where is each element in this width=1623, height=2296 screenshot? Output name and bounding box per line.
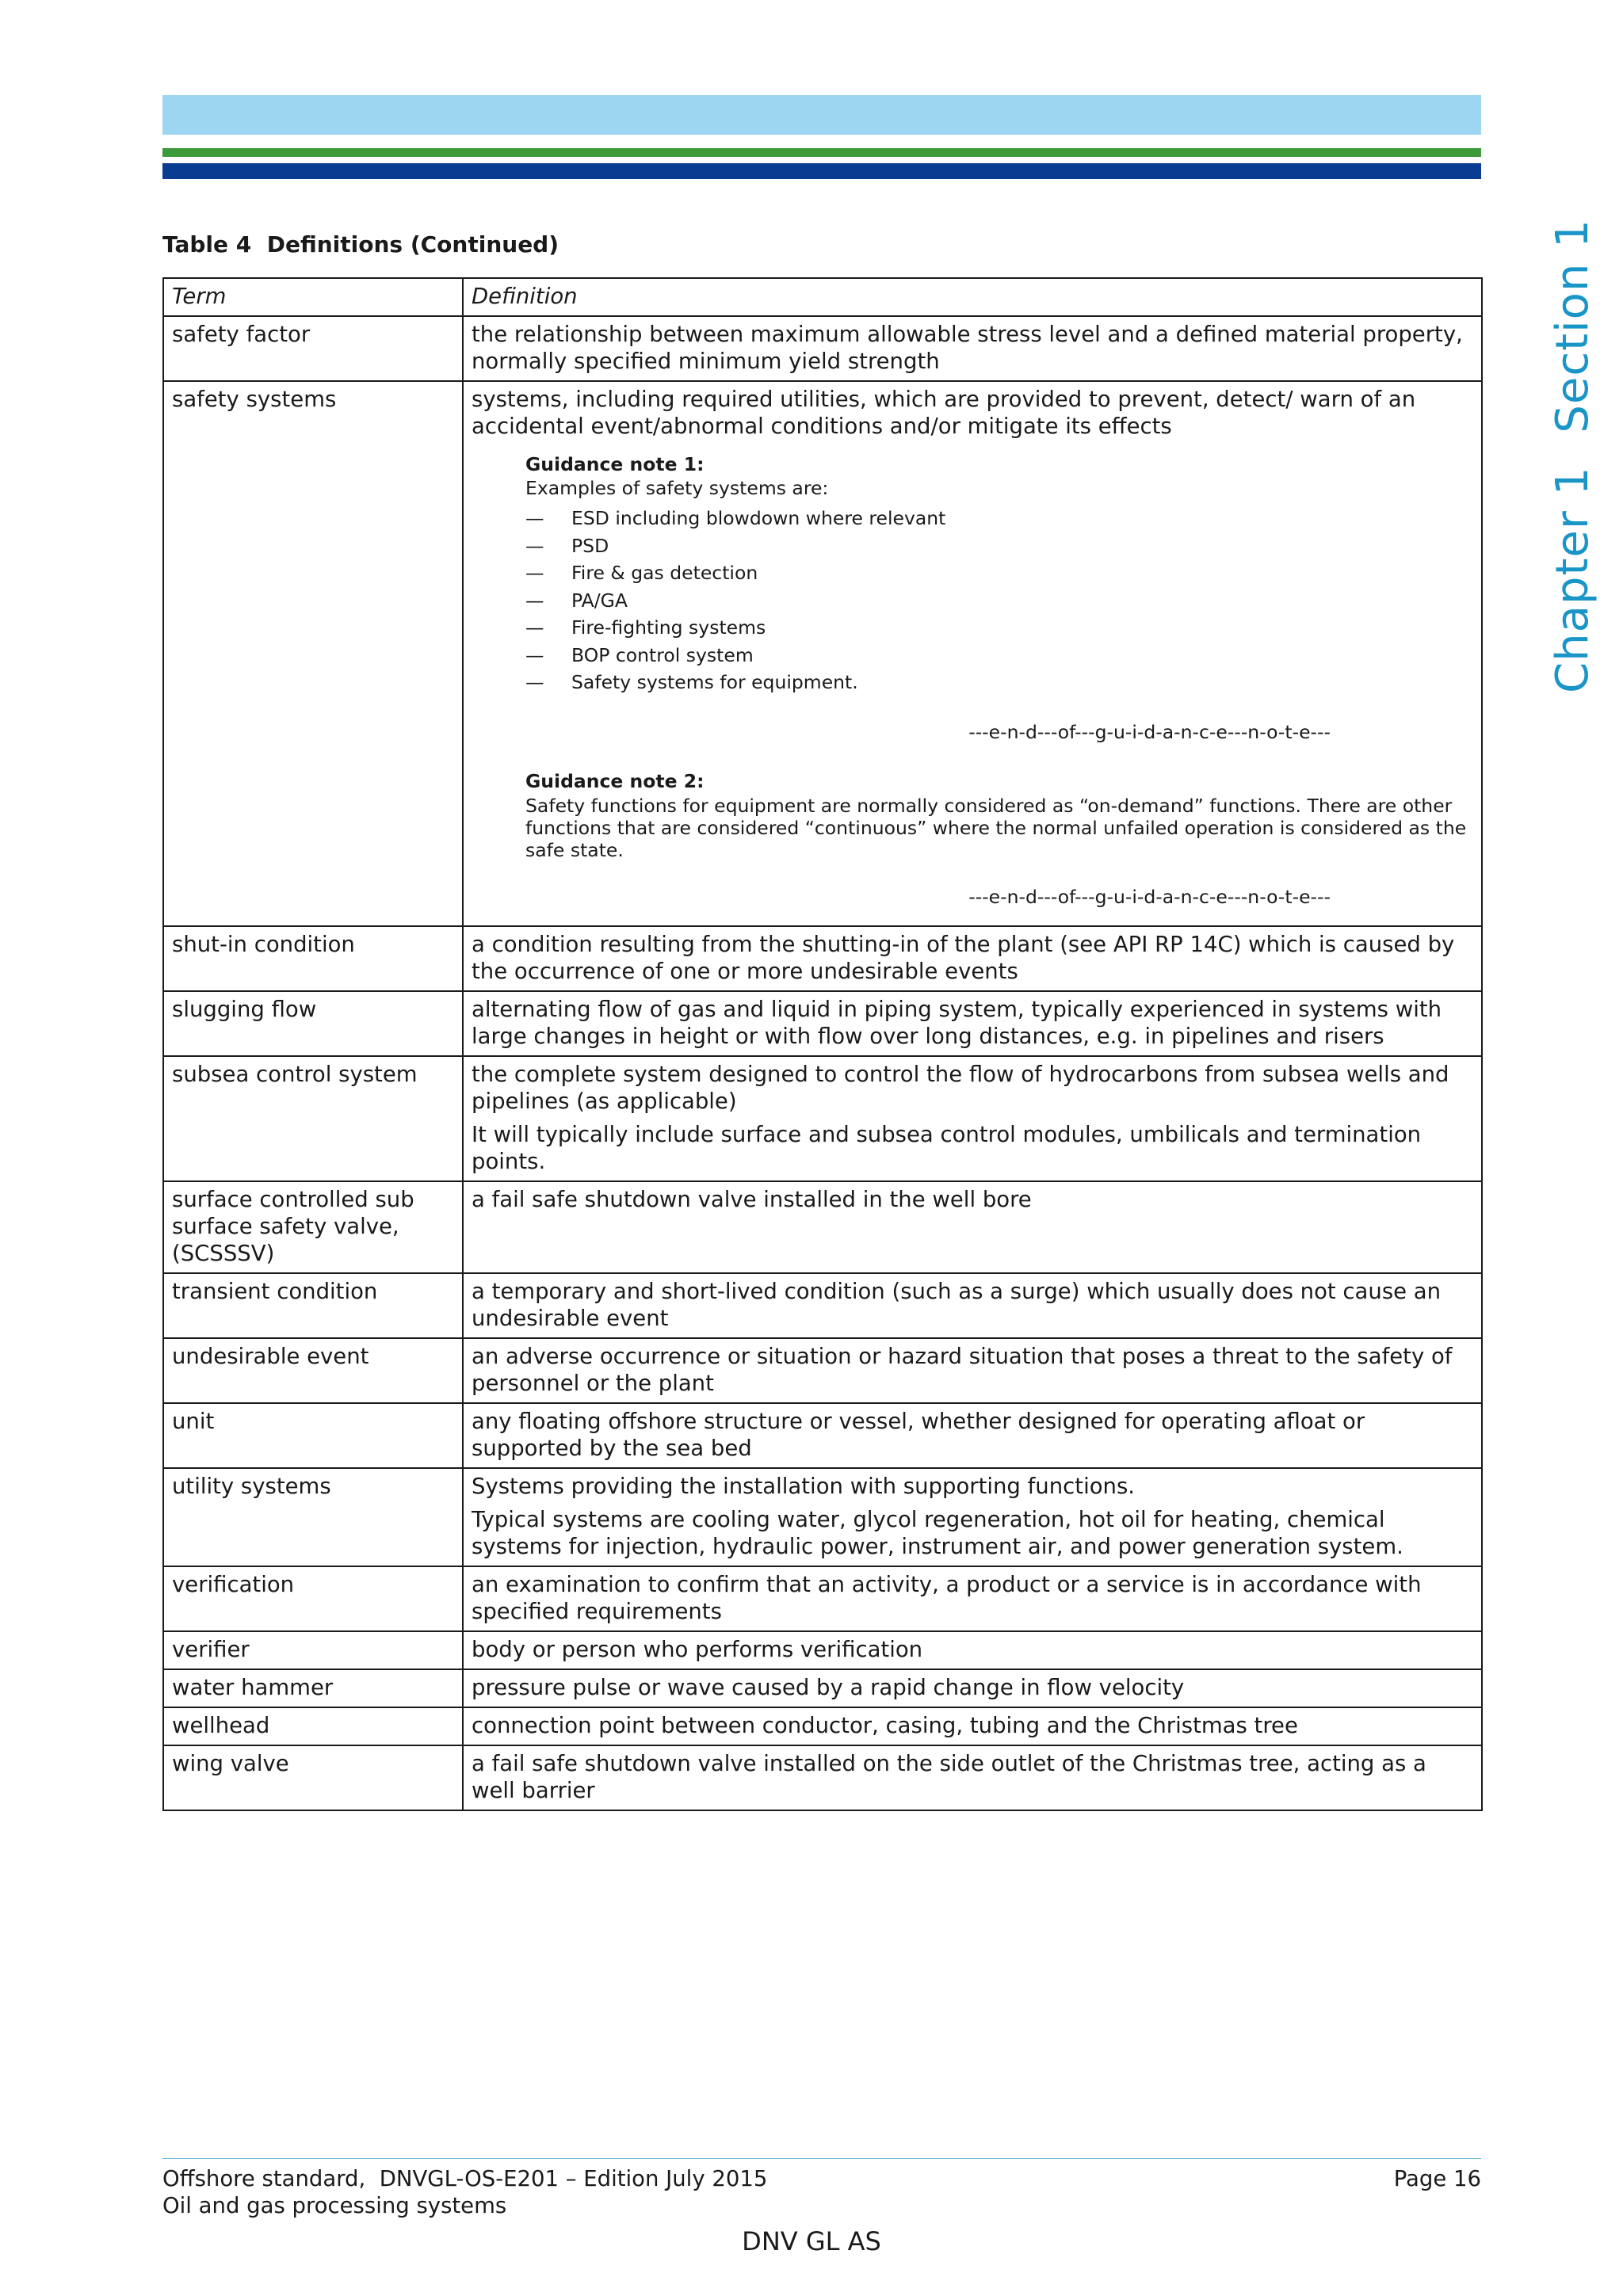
definition-text: a condition resulting from the shutting-in of the plant (see API RP 14C) which is caused by the occurrence of one or more undesirable events (472, 931, 1455, 984)
page-number: Page 16 (1393, 2166, 1481, 2191)
definition-text: It will typically include surface and subsea control modules, umbilicals and termination points. (472, 1121, 1422, 1174)
definition-cell (463, 926, 1482, 991)
header-definition: Definition (463, 278, 1482, 316)
table-row (163, 1338, 1482, 1403)
term-cell: surface controlled sub surface safety valve, (SCSSSV) (163, 1181, 463, 1273)
header-band-blue (162, 163, 1481, 179)
definition-text: the complete system designed to control the flow of hydrocarbons from subsea wells and pipelines (as applicable) (472, 1061, 1449, 1114)
definition-cell (463, 1669, 1482, 1707)
list-item (525, 642, 1473, 669)
definition-text: connection point between conductor, casing, tubing and the Christmas tree (472, 1712, 1298, 1738)
dash-bullet: — (525, 562, 544, 584)
table-row (163, 1745, 1482, 1810)
term-cell: undesirable event (163, 1338, 463, 1403)
list-item (525, 587, 1473, 615)
term-cell: shut-in condition (163, 926, 463, 991)
term-cell: safety systems (163, 381, 463, 926)
table-row (163, 1707, 1482, 1745)
list-item-text: BOP control system (571, 643, 754, 666)
term-cell: unit (163, 1403, 463, 1468)
guidance-note-end: ---e-n-d---of---g-u-i-d-a-n-c-e---n-o-t-e--- (968, 720, 1331, 743)
list-item (525, 505, 1473, 532)
list-item (525, 532, 1473, 560)
table-row (163, 1669, 1482, 1707)
table-row (163, 316, 1482, 381)
definition-text: Systems providing the installation with supporting functions. (472, 1473, 1136, 1499)
definition-text: pressure pulse or wave caused by a rapid change in flow velocity (472, 1674, 1185, 1700)
table-row (163, 381, 1482, 926)
dash-bullet: — (525, 643, 544, 666)
list-item-text: ESD including blowdown where relevant (571, 507, 946, 529)
term-cell: subsea control system (163, 1056, 463, 1181)
safety-systems-list (525, 505, 1473, 696)
list-item (525, 614, 1473, 642)
company-name: DNV GL AS (742, 2226, 881, 2256)
table-row (163, 1403, 1482, 1468)
dash-bullet: — (525, 616, 544, 639)
definition-text: systems, including required utilities, which are provided to prevent, detect/ warn of an accidental event/abnormal conditions and/or mitigate its effects (472, 387, 1416, 439)
guidance-note-1 (525, 452, 1473, 909)
table-row (163, 1181, 1482, 1273)
chapter-section-label (1547, 219, 1598, 693)
term-cell: wing valve (163, 1745, 463, 1810)
definition-cell (463, 1181, 1482, 1273)
list-item (525, 669, 1473, 696)
table-title: Table 4 Definitions (Continued) (162, 231, 559, 257)
definition-cell (463, 1566, 1482, 1631)
list-item (525, 559, 1473, 587)
definition-text: any floating offshore structure or vessel, whether designed for operating afloat or supported by the sea bed (472, 1408, 1365, 1461)
table-row (163, 1273, 1482, 1338)
list-item-text: Safety systems for equipment. (571, 671, 858, 693)
table-header-row (163, 278, 1482, 316)
term-cell: utility systems (163, 1468, 463, 1566)
definition-cell (463, 1273, 1482, 1338)
definition-text: a fail safe shutdown valve installed on the side outlet of the Christmas tree, acting as a well barrier (472, 1750, 1426, 1803)
list-item-text: Fire & gas detection (571, 562, 758, 584)
term-cell: safety factor (163, 316, 463, 381)
guidance-note-end: ---e-n-d---of---g-u-i-d-a-n-c-e---n-o-t-e--- (968, 885, 1331, 908)
chapter-label: Chapter 1 (1547, 466, 1598, 693)
list-item-text: Fire-fighting systems (571, 616, 766, 639)
definition-cell (463, 1338, 1482, 1403)
definition-cell (463, 1745, 1482, 1810)
definition-cell (463, 316, 1482, 381)
table-row (163, 1056, 1482, 1181)
term-cell: water hammer (163, 1669, 463, 1707)
definition-cell (463, 381, 1482, 926)
term-cell: transient condition (163, 1273, 463, 1338)
definition-cell (463, 1631, 1482, 1669)
term-cell: verification (163, 1566, 463, 1631)
definition-text: an adverse occurrence or situation or hazard situation that poses a threat to the safety of personnel or the plant (472, 1343, 1453, 1396)
header-band-light (162, 95, 1481, 135)
definition-cell (463, 1403, 1482, 1468)
dash-bullet: — (525, 589, 544, 612)
table-row (163, 1631, 1482, 1669)
footer-divider (162, 2158, 1481, 2159)
dash-bullet: — (525, 671, 544, 693)
list-item-text: PA/GA (571, 589, 628, 612)
term-cell: slugging flow (163, 991, 463, 1056)
definition-text: alternating flow of gas and liquid in piping system, typically experienced in systems with large changes in height or with flow over long distances, e.g. in pipelines and risers (472, 996, 1442, 1049)
definition-text: a fail safe shutdown valve installed in the well bore (472, 1186, 1032, 1212)
guidance-note-title: Guidance note 2: (525, 769, 705, 792)
table-row (163, 1566, 1482, 1631)
definition-text: a temporary and short-lived condition (such as a surge) which usually does not cause an undesirable event (472, 1278, 1442, 1331)
table-row (163, 1468, 1482, 1566)
header-term: Term (163, 278, 463, 316)
guidance-note-title: Guidance note 1: (525, 453, 705, 475)
definition-text: Typical systems are cooling water, glycol regeneration, hot oil for heating, chemical systems for injection, hydraulic power, instrument air, and power generation system. (472, 1506, 1403, 1559)
definition-cell (463, 1056, 1482, 1181)
guidance-note-intro: Examples of safety systems are: (525, 477, 829, 499)
table-row (163, 991, 1482, 1056)
header-band-green (162, 148, 1481, 157)
section-label: Section 1 (1547, 219, 1598, 433)
dash-bullet: — (525, 534, 544, 557)
list-item-text: PSD (571, 534, 609, 557)
table-row (163, 926, 1482, 991)
definition-cell (463, 991, 1482, 1056)
definition-text: an examination to confirm that an activity, a product or a service is in accordance with specified requirements (472, 1571, 1422, 1624)
definition-text: the relationship between maximum allowable stress level and a defined material property, normally specified minimum yield strength (472, 322, 1463, 374)
dash-bullet: — (525, 507, 544, 529)
definitions-table (162, 277, 1483, 1811)
term-cell: wellhead (163, 1707, 463, 1745)
definition-text: body or person who performs verification (472, 1636, 923, 1662)
footer-document-info (162, 2165, 767, 2219)
term-cell: verifier (163, 1631, 463, 1669)
guidance-note-text: Safety functions for equipment are normally considered as “on-demand” functions. There are other functions that are considered “continuous” where the normal unfailed operation is considered as the safe state. (525, 794, 1467, 861)
definition-cell (463, 1468, 1482, 1566)
guidance-note-2 (525, 769, 1473, 909)
definition-cell (463, 1707, 1482, 1745)
footer-standard: Offshore standard, DNVGL-OS-E201 – Edition July 2015 (162, 2166, 768, 2191)
footer-subtitle: Oil and gas processing systems (162, 2193, 507, 2218)
